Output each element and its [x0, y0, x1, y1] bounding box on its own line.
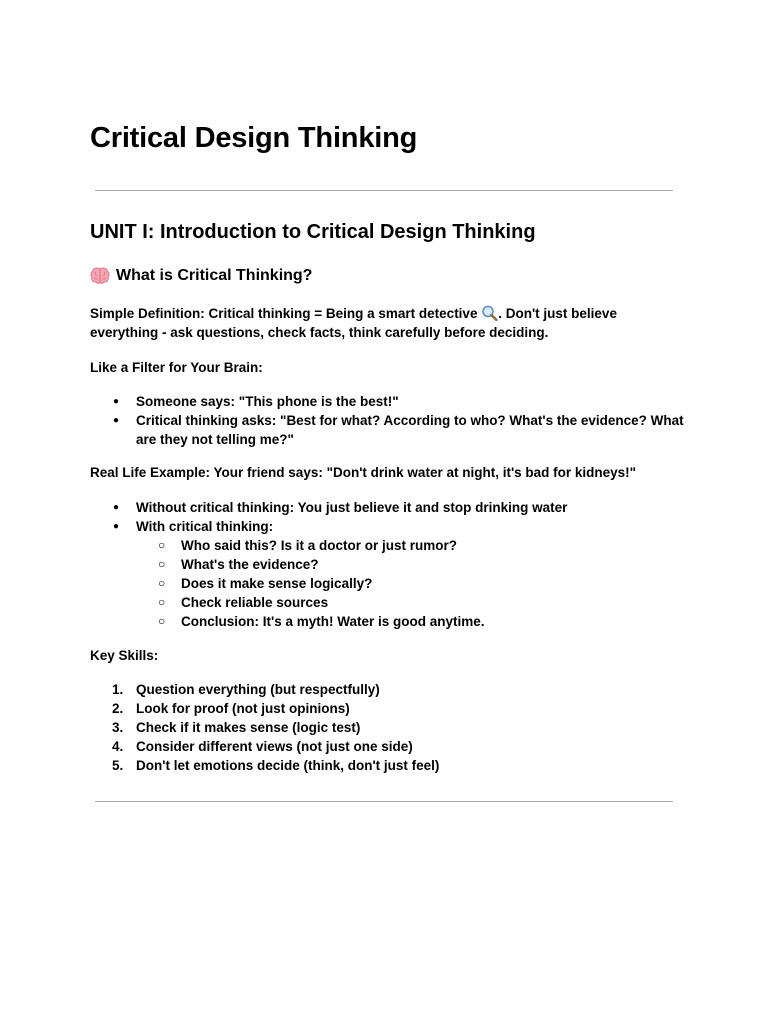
circle-bullet-icon: ○ [158, 595, 166, 609]
definition-text-1: Simple Definition: Critical thinking = Being a smart detective [90, 306, 482, 321]
sublist-item-text: Who said this? Is it a doctor or just rumor? [181, 538, 458, 553]
numbered-item [0, 718, 696, 737]
brain-icon [90, 267, 110, 285]
list-item [0, 498, 696, 517]
circle-bullet-icon: ○ [158, 557, 166, 571]
item-number: 1. [112, 682, 124, 697]
list-item-text: With critical thinking: [136, 519, 274, 534]
sublist-item-text: Conclusion: It's a myth! Water is good anytime. [181, 614, 485, 629]
numbered-item-text: Consider different views (not just one side) [136, 739, 413, 754]
divider-bottom [95, 801, 673, 802]
numbered-item [0, 699, 696, 718]
sublist-item [0, 593, 741, 612]
example-list [0, 498, 696, 536]
numbered-item-text: Don't let emotions decide (think, don't just feel) [136, 758, 440, 773]
item-number: 2. [112, 701, 124, 716]
numbered-item [0, 756, 696, 775]
numbered-item-text: Check if it makes sense (logic test) [136, 720, 361, 735]
list-item [0, 392, 696, 411]
list-item [0, 411, 696, 449]
circle-bullet-icon: ○ [158, 614, 166, 628]
numbered-item [0, 737, 696, 756]
item-number: 4. [112, 739, 124, 754]
divider-top [95, 190, 673, 191]
skills-label: Key Skills: [90, 648, 159, 663]
definition-paragraph [90, 304, 680, 342]
example-sublist [0, 536, 741, 631]
bullet-icon: ● [113, 502, 120, 513]
sublist-item [0, 612, 741, 631]
section-heading-text: What is Critical Thinking? [116, 267, 313, 284]
page-title: Critical Design Thinking [90, 122, 418, 154]
bullet-icon: ● [113, 396, 120, 407]
sublist-item [0, 555, 741, 574]
bullet-icon: ● [113, 521, 120, 532]
sublist-item-text: What's the evidence? [181, 557, 319, 572]
example-label: Real Life Example: Your friend says: "Don't drink water at night, it's bad for kidneys!" [90, 465, 637, 480]
numbered-item-text: Question everything (but respectfully) [136, 682, 380, 697]
numbered-item [0, 680, 696, 699]
sublist-item [0, 536, 741, 555]
unit-heading: UNIT I: Introduction to Critical Design Thinking [90, 221, 536, 243]
skills-list [0, 680, 696, 775]
item-number: 3. [112, 720, 124, 735]
list-item [0, 517, 696, 536]
sublist-item-text: Check reliable sources [181, 595, 329, 610]
list-item-text: Without critical thinking: You just believe it and stop drinking water [136, 500, 568, 515]
section-heading [90, 267, 312, 285]
definition-text-2: . Don't just believe everything - ask questions, check facts, think carefully before deciding. [90, 306, 617, 340]
sublist-item-text: Does it make sense logically? [181, 576, 373, 591]
bullet-icon: ● [113, 415, 120, 426]
circle-bullet-icon: ○ [158, 538, 166, 552]
filter-list [0, 392, 696, 449]
circle-bullet-icon: ○ [158, 576, 166, 590]
filter-label: Like a Filter for Your Brain: [90, 360, 263, 375]
magnifying-glass-icon [481, 305, 498, 321]
numbered-item-text: Look for proof (not just opinions) [136, 701, 350, 716]
sublist-item [0, 574, 741, 593]
item-number: 5. [112, 758, 124, 773]
list-item-text: Critical thinking asks: "Best for what? According to who? What's the evidence? What are they not telling me?" [136, 413, 684, 447]
list-item-text: Someone says: "This phone is the best!" [136, 394, 399, 409]
